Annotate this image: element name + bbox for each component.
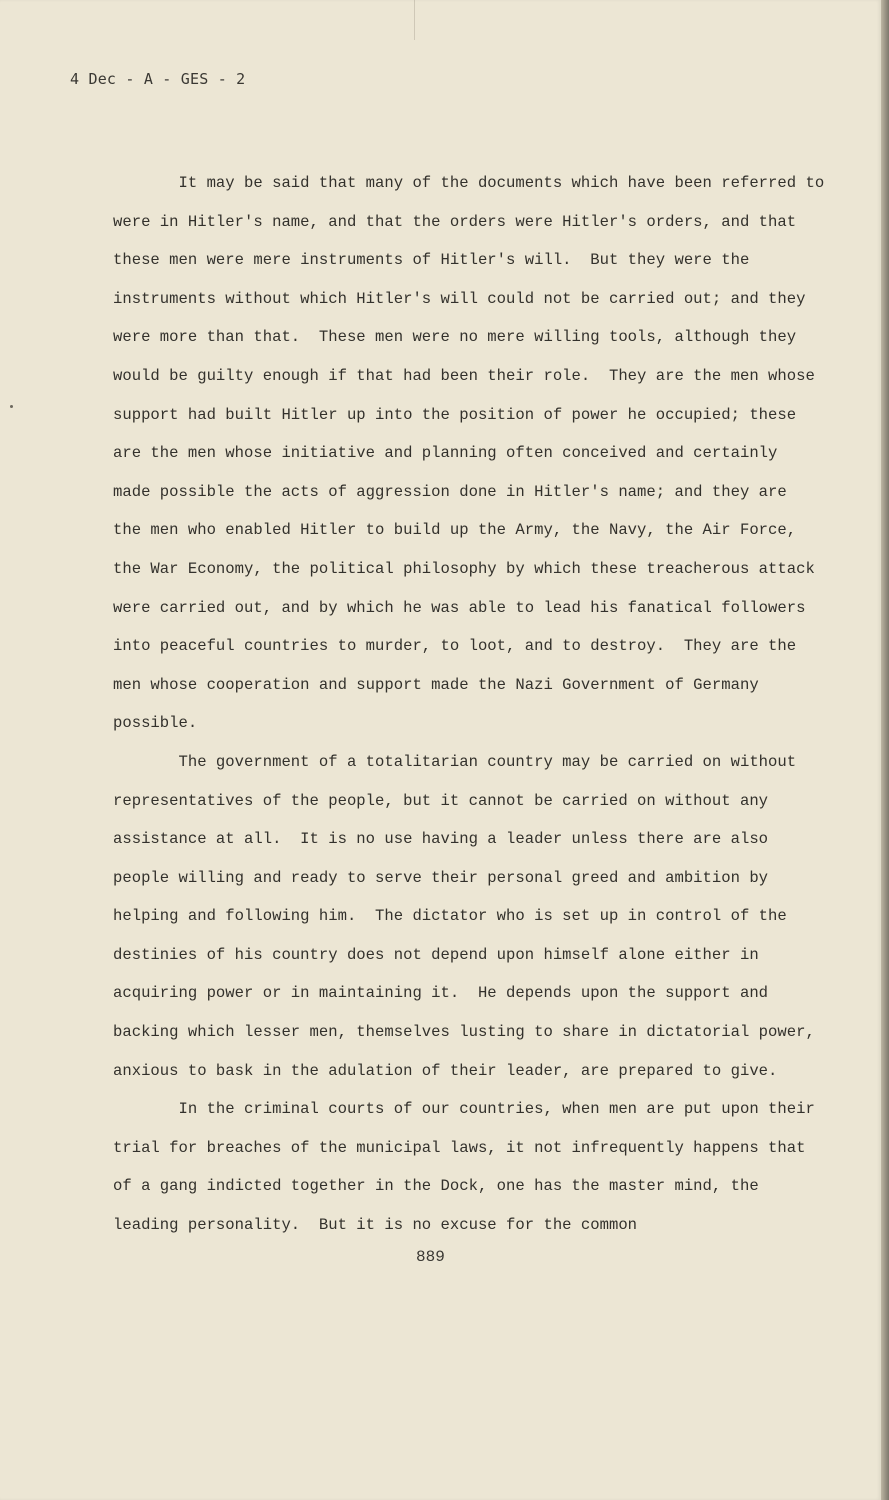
- text-line: men whose cooperation and support made the Nazi Government of Germany: [113, 675, 759, 694]
- paragraph-1: [113, 164, 848, 743]
- text-line: possible.: [113, 714, 198, 733]
- text-line: support had built Hitler up into the position of power he occupied; these: [113, 405, 797, 424]
- text-line: were carried out, and by which he was able to lead his fanatical followers: [113, 598, 806, 617]
- text-line: are the men whose initiative and planning often conceived and certainly: [113, 444, 778, 463]
- page-edge: [881, 0, 889, 1500]
- text-line: of a gang indicted together in the Dock, one has the master mind, the: [113, 1177, 759, 1196]
- paragraph-2: [113, 743, 848, 1090]
- text-line: The government of a totalitarian country may be carried on without: [113, 752, 797, 771]
- text-line: It may be said that many of the documents which have been referred to: [113, 174, 825, 192]
- text-line: instruments without which Hitler's will could not be carried out; and they: [113, 289, 806, 308]
- text-line: were more than that. These men were no mere willing tools, although they: [113, 328, 797, 347]
- text-line: would be guilty enough if that had been their role. They are the men whose: [113, 366, 815, 385]
- document-reference: 4 Dec - A - GES - 2: [70, 70, 246, 88]
- text-line: made possible the acts of aggression done in Hitler's name; and they are: [113, 482, 787, 501]
- text-line: destinies of his country does not depend upon himself alone either in: [113, 945, 759, 964]
- text-line: were in Hitler's name, and that the orders were Hitler's orders, and that: [113, 212, 797, 231]
- text-line: trial for breaches of the municipal laws, it not infrequently happens that: [113, 1138, 806, 1157]
- text-line: the men who enabled Hitler to build up the Army, the Navy, the Air Force,: [113, 521, 797, 540]
- text-line: assistance at all. It is no use having a leader unless there are also: [113, 830, 769, 849]
- text-line: In the criminal courts of our countries, when men are put upon their: [113, 1100, 815, 1119]
- document-body: [113, 164, 848, 1245]
- fold-crease: [414, 0, 415, 40]
- text-line: backing which lesser men, themselves lusting to share in dictatorial power,: [113, 1023, 815, 1042]
- text-line: anxious to bask in the adulation of their leader, are prepared to give.: [113, 1061, 778, 1080]
- text-line: these men were mere instruments of Hitler's will. But they were the: [113, 251, 750, 270]
- text-line: leading personality. But it is no excuse for the common: [113, 1216, 638, 1235]
- text-line: into peaceful countries to murder, to loot, and to destroy. They are the: [113, 637, 797, 656]
- text-line: helping and following him. The dictator who is set up in control of the: [113, 907, 787, 926]
- margin-mark: [10, 405, 13, 408]
- paragraph-3: [113, 1090, 848, 1244]
- page-number: 889: [416, 1248, 445, 1266]
- text-line: the War Economy, the political philosophy by which these treacherous attack: [113, 559, 815, 578]
- text-line: acquiring power or in maintaining it. He depends upon the support and: [113, 984, 769, 1003]
- text-line: representatives of the people, but it cannot be carried on without any: [113, 791, 769, 810]
- text-line: people willing and ready to serve their personal greed and ambition by: [113, 868, 769, 887]
